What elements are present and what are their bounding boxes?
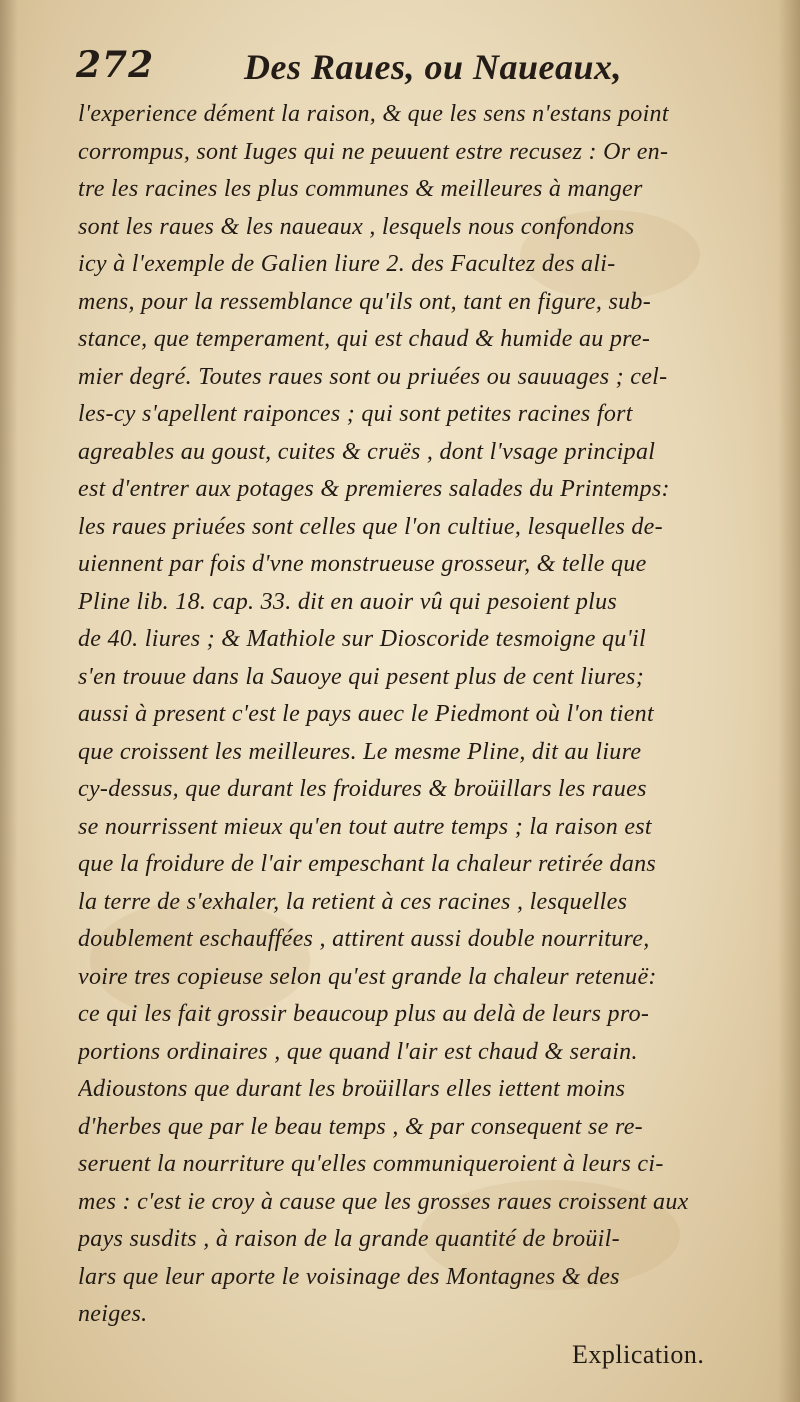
text-line: uiennent par fois d'vne monstrueuse grosseur, & telle que — [78, 551, 647, 577]
text-line: mes : c'est ie croy à cause que les grosses raues croissent aux — [78, 1188, 689, 1215]
text-line: agreables au goust, cuites & cruës , dont l'vsage principal — [78, 438, 656, 465]
text-line: tre les racines les plus communes & meilleures à manger — [78, 176, 643, 202]
text-line: les raues priuées sont celles que l'on cultiue, lesquelles de- — [78, 513, 663, 540]
text-line: Adioustons que durant les broüillars elles iettent moins — [78, 1076, 626, 1102]
text-line: Pline lib. 18. cap. 33. dit en auoir vû qui pesoient plus — [78, 588, 618, 615]
text-line: lars que leur aporte le voisinage des Montagnes & des — [78, 1263, 620, 1290]
text-line: d'herbes que par le beau temps , & par consequent se re- — [78, 1113, 643, 1140]
text-line: doublement eschauffées , attirent aussi double nourriture, — [78, 926, 650, 952]
text-line: sont les raues & les naueaux , lesquels nous confondons — [78, 213, 635, 240]
page-header — [76, 44, 766, 92]
body-text — [78, 96, 768, 1334]
text-line: corrompus, sont Iuges qui ne peuuent estre recusez : Or en- — [78, 138, 669, 165]
text-line: mens, pour la ressemblance qu'ils ont, tant en figure, sub- — [78, 288, 652, 315]
text-line: cy-dessus, que durant les froidures & broüillars les raues — [78, 776, 647, 802]
text-line: ce qui les fait grossir beaucoup plus au delà de leurs pro- — [78, 1001, 650, 1027]
catchword: Explication. — [572, 1340, 705, 1369]
text-line: que croissent les meilleures. Le mesme Pline, dit au liure — [78, 738, 642, 765]
text-line: de 40. liures ; & Mathiole sur Dioscoride tesmoigne qu'il — [78, 626, 646, 652]
text-line: neiges. — [78, 1301, 148, 1327]
text-line: icy à l'exemple de Galien liure 2. des Facultez des ali- — [78, 251, 616, 277]
text-line: s'en trouue dans la Sauoye qui pesent plus de cent liures; — [78, 663, 644, 690]
running-title: Des Raues, ou Naueaux, — [244, 47, 623, 87]
text-line: mier degré. Toutes raues sont ou priuées ou sauuages ; cel- — [78, 363, 668, 390]
text-line: voire tres copieuse selon qu'est grande la chaleur retenuë: — [78, 963, 657, 990]
text-line: l'experience dément la raison, & que les sens n'estans point — [78, 101, 669, 127]
text-line: est d'entrer aux potages & premieres salades du Printemps: — [78, 476, 670, 502]
text-line: les-cy s'apellent raiponces ; qui sont petites racines fort — [78, 401, 633, 427]
text-line: la terre de s'exhaler, la retient à ces racines , lesquelles — [78, 888, 628, 915]
text-line: stance, que temperament, qui est chaud & humide au pre- — [78, 326, 651, 352]
text-line: que la froidure de l'air empeschant la chaleur retirée dans — [78, 851, 657, 877]
text-line: pays susdits , à raison de la grande quantité de broüil- — [78, 1226, 620, 1252]
text-line: seruent la nourriture qu'elles communiqueroient à leurs ci- — [78, 1151, 664, 1177]
page-number: 272 — [76, 44, 155, 86]
text-line: portions ordinaires , que quand l'air est chaud & serain. — [78, 1038, 638, 1065]
text-line: se nourrissent mieux qu'en tout autre temps ; la raison est — [78, 813, 652, 840]
text-line: aussi à present c'est le pays auec le Piedmont où l'on tient — [78, 701, 654, 727]
